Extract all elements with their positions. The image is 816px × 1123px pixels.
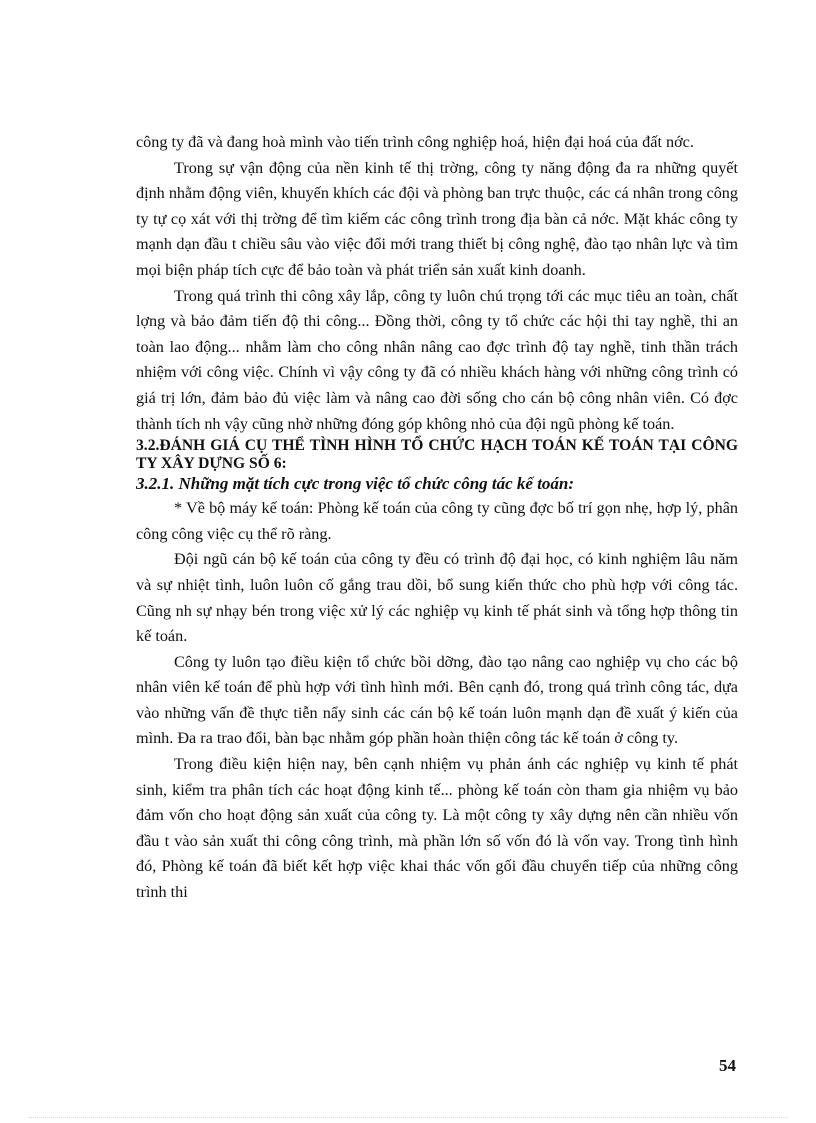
page-number: 54 xyxy=(719,1056,736,1075)
subsection-heading: 3.2.1. Những mặt tích cực trong việc tổ chức công tác kế toán: xyxy=(136,474,575,494)
paragraph: * Về bộ máy kế toán: Phòng kế toán của công ty cũng đợc bố trí gọn nhẹ, hợp lý, phân công công việc cụ thể rõ ràng. xyxy=(136,499,738,543)
section-heading: 3.2.ĐÁNH GIÁ CỤ THỂ TÌNH HÌNH TỔ CHỨC HẠCH TOÁN KẾ TOÁN TẠI CÔNG TY XÂY DỰNG SỐ 6: xyxy=(136,437,738,472)
footer-divider xyxy=(28,1117,788,1118)
body-text xyxy=(136,130,738,906)
paragraph: công ty đã và đang hoà mình vào tiến trình công nghiệp hoá, hiện đại hoá của đất nớc. xyxy=(136,133,694,151)
paragraph: Đội ngũ cán bộ kế toán của công ty đều có trình độ đại học, có kinh nghiệm lâu năm và sự nhiệt tình, luôn luôn cố gắng trau dồi, bổ sung kiến thức cho phù hợp với công tác. Cũng nh sự nhạy bén trong việc xử lý các nghiệp vụ kinh tế phát sinh và tổng hợp thông tin kế toán. xyxy=(136,550,738,646)
paragraph: Trong quá trình thi công xây lắp, công ty luôn chú trọng tới các mục tiêu an toàn, chất lợng và bảo đảm tiến độ thi công... Đồng thời, công ty tổ chức các hội thi tay nghề, thi an toàn lao động... nhằm làm cho công nhân nâng cao đợc trình độ tay nghề, tinh thần trách nhiệm với công việc. Chính vì vậy công ty đã có nhiều khách hàng với những công trình có giá trị lớn, đảm bảo đủ việc làm và nâng cao đời sống cho cán bộ công nhân viên. Có đợc thành tích nh vậy cũng nhờ những đóng góp không nhỏ của đội ngũ phòng kế toán. xyxy=(136,286,738,433)
paragraph: Công ty luôn tạo điều kiện tổ chức bồi dỡng, đào tạo nâng cao nghiệp vụ cho các bộ nhân viên kế toán để phù hợp với tình hình mới. Bên cạnh đó, trong quá trình công tác, dựa vào những vấn đề thực tiễn nẩy sinh các cán bộ kế toán luôn mạnh dạn đề xuất ý kiến của mình. Đa ra trao đổi, bàn bạc nhằm góp phần hoàn thiện công tác kế toán ở công ty. xyxy=(136,652,738,748)
paragraph: Trong sự vận động của nền kinh tế thị trờng, công ty năng động đa ra những quyết định nhằm động viên, khuyến khích các đội và phòng ban trực thuộc, các cá nhân trong công ty tự cọ xát với thị trờng để tìm kiếm các công trình trong địa bàn cả nớc. Mặt khác công ty mạnh dạn đầu t chiều sâu vào việc đổi mới trang thiết bị công nghệ, đào tạo nhân lực và tìm mọi biện pháp tích cực để bảo toàn và phát triển sản xuất kinh doanh. xyxy=(136,158,738,279)
paragraph: Trong điều kiện hiện nay, bên cạnh nhiệm vụ phản ánh các nghiệp vụ kinh tế phát sinh, kiểm tra phân tích các hoạt động kinh tế... phòng kế toán còn tham gia nhiệm vụ bảo đảm vốn cho hoạt động sản xuất của công ty. Là một công ty xây dựng nên cần nhiều vốn đầu t vào sản xuất thi công công trình, mà phần lớn số vốn đó là vốn vay. Trong tình hình đó, Phòng kế toán đã biết kết hợp việc khai thác vốn gối đầu chuyển tiếp của những công trình thi xyxy=(136,755,738,902)
